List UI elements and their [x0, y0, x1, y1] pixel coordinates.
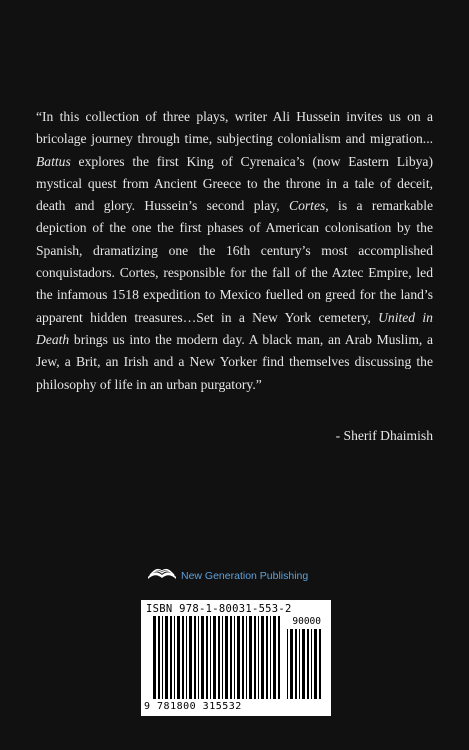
- barcode-bar: [174, 616, 175, 699]
- barcode-bar: [295, 629, 297, 699]
- barcode-bar: [319, 629, 321, 699]
- barcode-bar: [266, 616, 268, 699]
- isbn-number: ISBN 978-1-80031-553-2: [146, 603, 292, 615]
- isbn-barcode: [141, 600, 331, 716]
- barcode-bar: [222, 616, 223, 699]
- blurb-paragraph: [36, 106, 433, 396]
- barcode-digits: 9 781800 315532: [144, 701, 242, 712]
- barcode-bar: [299, 629, 300, 699]
- barcode-bar: [182, 616, 184, 699]
- quote-attribution: - Sherif Dhaimish: [335, 428, 433, 443]
- barcode-bar: [206, 616, 208, 699]
- barcode-bar: [311, 629, 312, 699]
- publisher-logo: [147, 566, 308, 586]
- back-cover-blurb: [36, 106, 433, 396]
- publisher-name: New Generation Publishing: [181, 570, 309, 582]
- barcode-bar: [278, 616, 280, 699]
- blurb-text-3: , is a remarkable depiction of the one the first phases of American colonisation by the Spanish, dramatizing one the 16th century’s most accomplished conquistadors. Cortes, responsible for the fall of the Aztec Empire, led the infamous 1518 expedition to Mexico fuelled on greed for the land’s apparent hidden treasures…Set in a New York cemetery,: [36, 198, 434, 325]
- barcode-bar: [290, 629, 293, 699]
- barcode-bar: [210, 616, 211, 699]
- barcode-bars: [141, 600, 331, 716]
- barcode-bar: [314, 629, 317, 699]
- barcode-bar: [165, 616, 168, 699]
- barcode-bar: [254, 616, 256, 699]
- blurb-text-1: “In this collection of three plays, writer Ali Hussein invites us on a bricolage journey through time, subjecting colonialism and migration...: [36, 109, 433, 147]
- barcode-bar: [225, 616, 228, 699]
- barcode-bar: [270, 616, 271, 699]
- barcode-bar: [162, 616, 163, 699]
- barcode-bar: [194, 616, 196, 699]
- barcode-bar: [261, 616, 264, 699]
- barcode-bar: [302, 629, 305, 699]
- barcode-bar: [213, 616, 216, 699]
- barcode-bar: [198, 616, 199, 699]
- play-title-united-in-death: United in Death: [36, 309, 433, 347]
- open-book-icon: [147, 567, 177, 586]
- play-title-cortes: Cortes: [289, 198, 326, 214]
- barcode-bar: [249, 616, 252, 699]
- barcode-bar: [170, 616, 172, 699]
- barcode-bar: [158, 616, 160, 699]
- play-title-battus: Battus: [36, 153, 71, 169]
- barcode-bar: [189, 616, 192, 699]
- blurb-text-2: explores the first King of Cyrenaica’s (now Eastern Libya) mystical quest from Ancient Greece to the throne in a tale of deceit, death and glory. Hussein’s second play,: [36, 153, 433, 214]
- barcode-bar: [246, 616, 247, 699]
- barcode-bar: [230, 616, 232, 699]
- barcode-bar: [237, 616, 240, 699]
- barcode-bar: [153, 616, 156, 699]
- barcode-bar: [307, 629, 309, 699]
- barcode-bar: [242, 616, 244, 699]
- barcode-bar: [186, 616, 187, 699]
- barcode-bar: [287, 629, 288, 699]
- barcode-bar: [273, 616, 276, 699]
- barcode-bar: [234, 616, 235, 699]
- barcode-bar: [258, 616, 259, 699]
- blurb-text-4: brings us into the modern day. A black man, an Arab Muslim, a Jew, a Brit, an Irish and a New Yorker find themselves discussing the philosophy of life in an urban purgatory.”: [36, 331, 433, 392]
- barcode-bar: [201, 616, 204, 699]
- barcode-bar: [177, 616, 180, 699]
- price-code: 90000: [292, 616, 321, 627]
- barcode-bar: [218, 616, 220, 699]
